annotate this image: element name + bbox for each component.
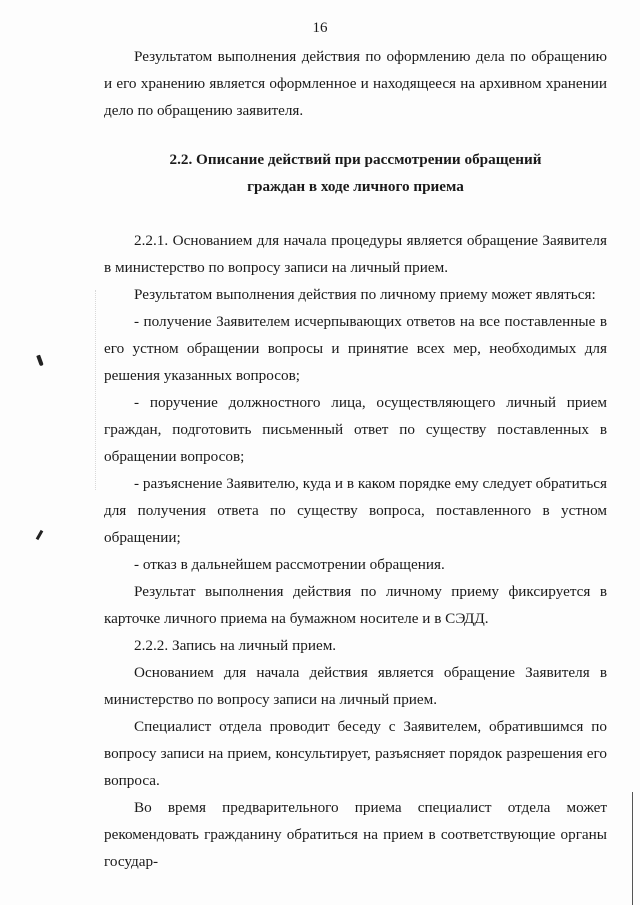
paragraph: 2.2.1. Основанием для начала процедуры является обращение Заявителя в министерство по вопросу записи на личный прием. xyxy=(104,232,607,276)
section-heading-line-1: 2.2. Описание действий при рассмотрении обращений xyxy=(169,151,542,168)
scan-edge-line xyxy=(632,792,633,905)
scan-mark xyxy=(36,355,44,367)
paragraph: 2.2.2. Запись на личный прием. xyxy=(134,637,337,654)
scan-mark xyxy=(36,530,44,540)
section-heading xyxy=(104,146,607,200)
paragraph: Во время предварительного приема специалист отдела может рекомендовать гражданину обратиться на прием в соответствующие органы государ- xyxy=(104,799,607,870)
paragraph: Результатом выполнения действия по личному приему может являться: xyxy=(134,286,596,303)
page-number: 16 xyxy=(312,20,328,36)
paragraph: Специалист отдела проводит беседу с Заявителем, обратившимся по вопросу записи на прием, консультирует, разъясняет порядок разрешения его вопроса. xyxy=(104,718,607,789)
list-item: - поручение должностного лица, осуществляющего личный прием граждан, подготовить письменный ответ по существу поставленных в обращении вопросов; xyxy=(104,394,607,465)
intro-text xyxy=(104,43,607,124)
paragraph: Результатом выполнения действия по оформлению дела по обращению и его хранению является оформленное и находящееся на архивном хранении дело по обращению заявителя. xyxy=(104,48,607,119)
list-item: - отказ в дальнейшем рассмотрении обращения. xyxy=(134,556,445,573)
list-item: - разъяснение Заявителю, куда и в каком порядке ему следует обратиться для получения ответа по существу вопроса, поставленного в устном обращении; xyxy=(104,475,607,546)
scan-artifact xyxy=(95,290,97,490)
list-item: - получение Заявителем исчерпывающих ответов на все поставленные в его устном обращении вопросы и принятие всех мер, необходимых для решения указанных вопросов; xyxy=(104,313,607,384)
section-body xyxy=(104,227,607,875)
paragraph: Результат выполнения действия по личному приему фиксируется в карточке личного приема на бумажном носителе и в СЭДД. xyxy=(104,583,607,627)
paragraph: Основанием для начала действия является обращение Заявителя в министерство по вопросу записи на личный прием. xyxy=(104,664,607,708)
section-heading-line-2: граждан в ходе личного приема xyxy=(247,178,464,195)
